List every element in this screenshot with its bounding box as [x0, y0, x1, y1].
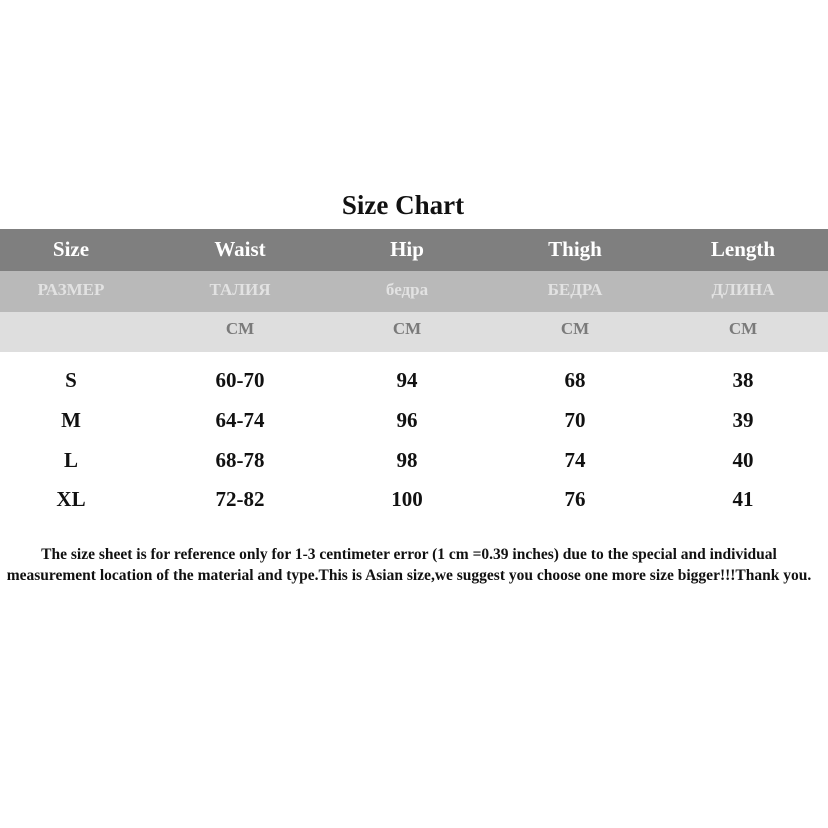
cell-length: 39	[732, 408, 754, 432]
russian-header-size: РАЗМЕР	[37, 280, 105, 299]
cell-thigh: 68	[564, 368, 586, 392]
cell-thigh: 70	[564, 408, 586, 432]
cell-hip: 94	[396, 368, 418, 392]
russian-header-hip: бедра	[385, 280, 429, 299]
table-row	[0, 400, 828, 440]
cell-hip: 98	[396, 448, 418, 472]
cell-size: L	[63, 448, 78, 472]
table-row	[0, 479, 828, 519]
russian-header-length: ДЛИНА	[711, 280, 775, 299]
cell-waist: 64-74	[215, 408, 265, 432]
cell-waist: 60-70	[215, 368, 265, 392]
cell-size: XL	[56, 487, 86, 511]
column-header-length: Length	[710, 237, 776, 261]
cell-size: M	[61, 408, 81, 432]
column-header-hip: Hip	[390, 237, 424, 261]
column-header-size: Size	[52, 237, 90, 261]
header-row	[0, 229, 828, 271]
cell-thigh: 76	[564, 487, 586, 511]
table-row	[0, 360, 828, 400]
russian-header-row	[0, 271, 828, 312]
cell-thigh: 74	[564, 448, 586, 472]
unit-row	[0, 312, 828, 352]
disclaimer-note: The size sheet is for reference only for 1-3 centimeter error (1 cm =0.39 inches) due to the special and individual measurement location of the material and type.This is Asian size,we suggest you choose one more size bigger!!!Thank you.	[6, 546, 812, 584]
column-header-waist: Waist	[214, 237, 266, 261]
column-header-thigh: Thigh	[548, 237, 602, 261]
cell-length: 40	[732, 448, 754, 472]
unit-hip: CM	[392, 319, 422, 338]
page-title: Size Chart	[341, 190, 465, 220]
cell-hip: 100	[391, 487, 423, 511]
cell-length: 41	[732, 487, 754, 511]
cell-waist: 72-82	[215, 487, 265, 511]
cell-size: S	[65, 368, 77, 392]
russian-header-waist: ТАЛИЯ	[209, 280, 271, 299]
unit-thigh: CM	[560, 319, 590, 338]
unit-waist: CM	[225, 319, 255, 338]
cell-waist: 68-78	[215, 448, 265, 472]
cell-hip: 96	[396, 408, 418, 432]
unit-length: CM	[728, 319, 758, 338]
cell-length: 38	[732, 368, 754, 392]
russian-header-thigh: БЕДРА	[547, 280, 603, 299]
table-row	[0, 440, 828, 480]
